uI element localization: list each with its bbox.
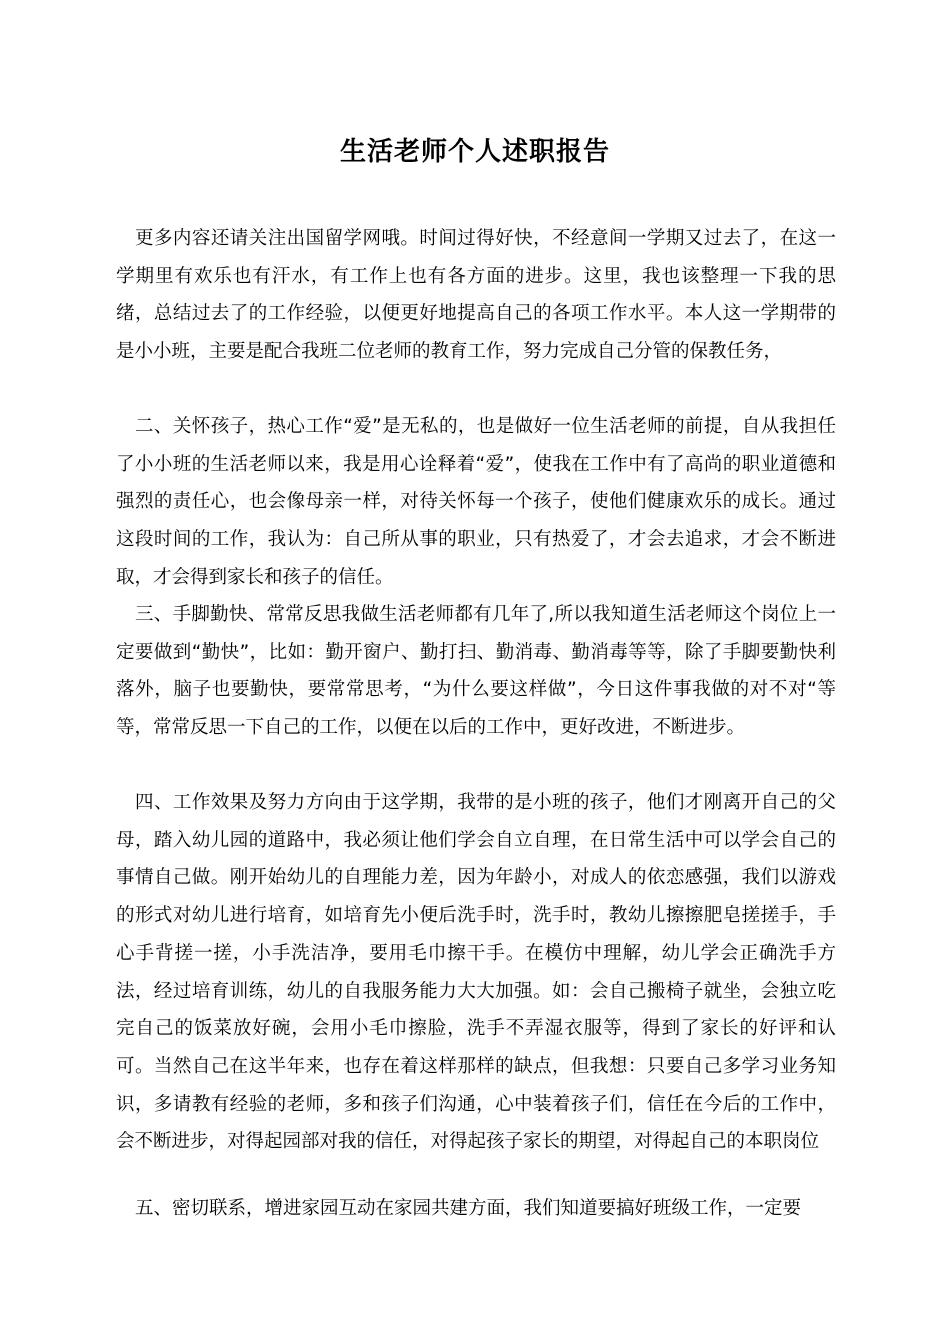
paragraph-section-5: 五、密切联系，增进家园互动在家园共建方面，我们知道要搞好班级工作，一定要	[135, 1198, 802, 1219]
paragraph-intro: 更多内容还请关注出国留学网哦。时间过得好快，不经意间一学期又过去了，在这一学期里有欢乐也有汗水，有工作上也有各方面的进步。这里，我也该整理一下我的思绪，总结过去了的工作经验，以便更好地提高自己的各项工作水平。本人这一学期带的是小小班，主要是配合我班二位老师的教育工作，努力完成自己分管的保教任务，	[116, 228, 836, 363]
paragraph-section-2: 二、关怀孩子，热心工作“爱”是无私的，也是做好一位生活老师的前提，自从我担任了小小班的生活老师以来，我是用心诠释着“爱”，使我在工作中有了高尚的职业道德和强烈的责任心，也会像母亲一样，对待关怀每一个孩子，使他们健康欢乐的成长。通过这段时间的工作，我认为：自己所从事的职业，只有热爱了，才会去追求，才会不断进取，才会得到家长和孩子的信任。	[116, 416, 836, 588]
paragraph-section-3: 三、手脚勤快、常常反思我做生活老师都有几年了,所以我知道生活老师这个岗位上一定要做到“勤快”，比如：勤开窗户、勤打扫、勤消毒、勤消毒等等，除了手脚要勤快利落外，脑子也要勤快，要常常思考，“为什么要这样做”，今日这件事我做的对不对“等等，常常反思一下自己的工作，以便在以后的工作中，更好改进，不断进步。	[116, 604, 836, 739]
document-title: 生活老师个人述职报告	[339, 137, 610, 167]
paragraph-section-4: 四、工作效果及努力方向由于这学期，我带的是小班的孩子，他们才刚离开自己的父母，踏入幼儿园的道路中，我必须让他们学会自立自理，在日常生活中可以学会自己的事情自己做。刚开始幼儿的自理能力差，因为年龄小，对成人的依恋感强，我们以游戏的形式对幼儿进行培育，如培育先小便后洗手时，洗手时，教幼儿擦擦肥皂搓搓手，手心手背搓一搓，小手洗洁净，要用毛巾擦干手。在模仿中理解，幼儿学会正确洗手方法，经过培育训练，幼儿的自我服务能力大大加强。如：会自己搬椅子就坐，会独立吃完自己的饭菜放好碗，会用小毛巾擦脸，洗手不弄湿衣服等，得到了家长的好评和认可。当然自己在这半年来，也存在着这样那样的缺点，但我想：只要自己多学习业务知识，多请教有经验的老师，多和孩子们沟通，心中装着孩子们，信任在今后的工作中，会不断进步，对得起园部对我的信任，对得起孩子家长的期望，对得起自己的本职岗位	[116, 792, 836, 1153]
